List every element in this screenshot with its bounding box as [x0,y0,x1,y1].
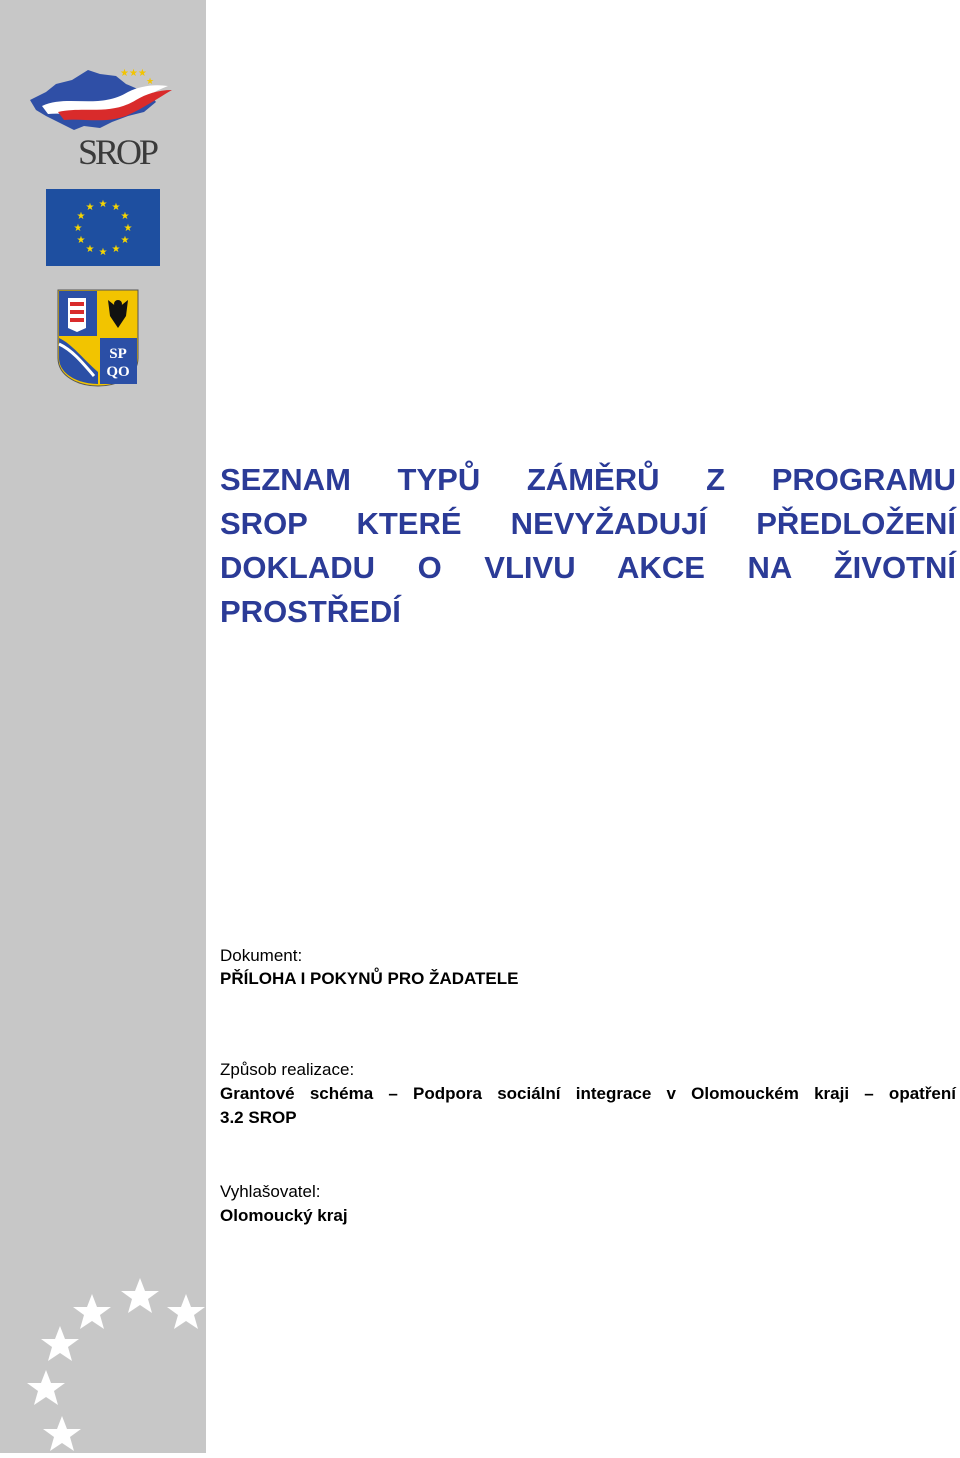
svg-text:★: ★ [98,247,108,258]
svg-text:★: ★ [85,244,95,255]
svg-text:★: ★ [85,202,95,213]
title-line: DOKLADU O VLIVU AKCE NA ŽIVOTNÍ [220,550,956,585]
svg-text:SROP: SROP [78,132,157,170]
title-line: SEZNAM TYPŮ ZÁMĚRŮ Z PROGRAMU [220,462,956,497]
title-line: PROSTŘEDÍ [220,594,401,629]
svg-text:★: ★ [146,77,155,87]
svg-text:★: ★ [111,244,121,255]
svg-text:★: ★ [111,202,121,213]
eu-flag-icon [46,189,160,266]
svg-text:★: ★ [76,211,86,222]
zpusob-realizace-label: Způsob realizace: [220,1060,355,1079]
olomouc-crest-icon [56,288,140,388]
srop-logo [28,62,178,170]
vyhlasovatel-value: Olomoucký kraj [220,1206,348,1225]
dokument-label: Dokument: [220,946,303,965]
svg-text:★: ★ [98,199,108,210]
svg-text:★★★: ★★★ [120,68,147,79]
zpusob-realizace-value [220,1082,956,1130]
zpusob-realizace-line: Grantové schéma – Podpora sociální integrace v Olomouckém kraji – opatření [220,1084,956,1103]
sidebar [0,0,206,1453]
svg-text:★: ★ [120,235,130,246]
svg-text:★: ★ [73,223,83,234]
decorative-stars-icon [0,1270,206,1453]
document-title [220,458,956,634]
svg-text:★: ★ [76,235,86,246]
vyhlasovatel-label: Vyhlašovatel: [220,1182,321,1201]
svg-text:★: ★ [123,223,133,234]
svg-text:★: ★ [120,211,130,222]
title-line: SROP KTERÉ NEVYŽADUJÍ PŘEDLOŽENÍ [220,506,956,541]
zpusob-realizace-line: 3.2 SROP [220,1108,297,1127]
svg-text:SP: SP [109,346,127,362]
svg-text:QO: QO [106,364,130,380]
dokument-value: PŘÍLOHA I POKYNŮ PRO ŽADATELE [220,969,519,988]
